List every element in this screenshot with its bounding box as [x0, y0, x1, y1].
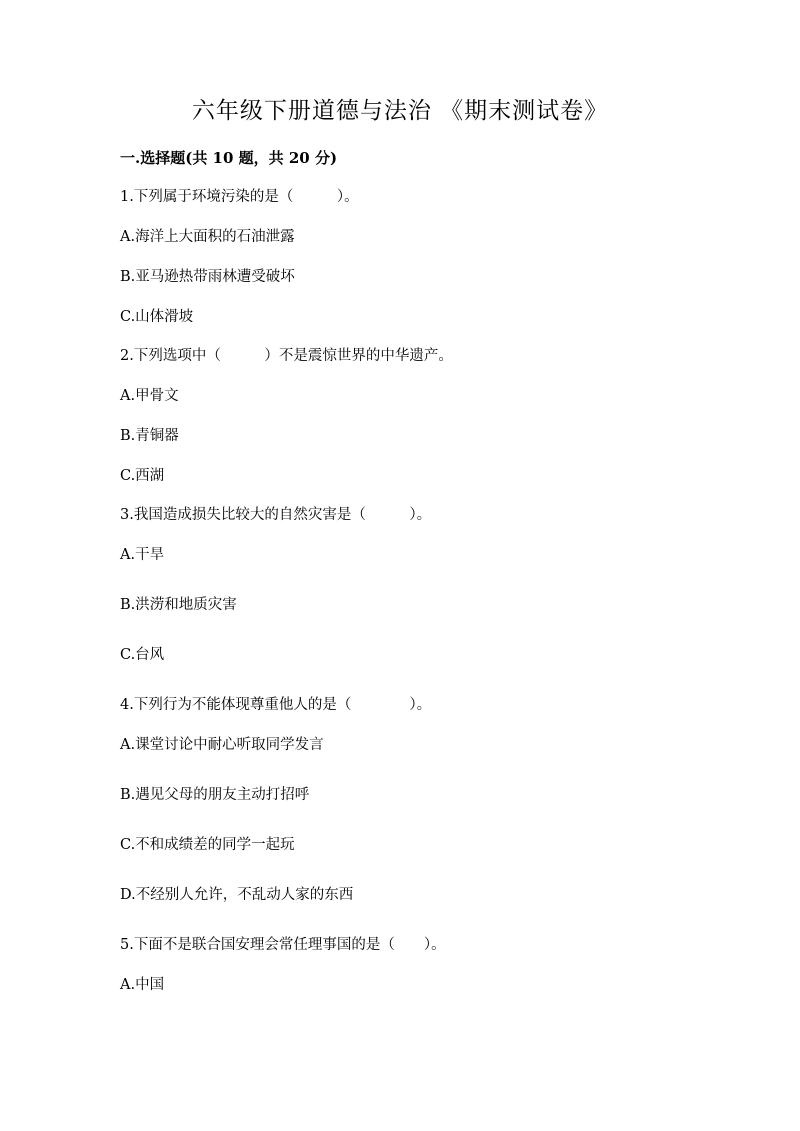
- question-4-option-b: B.遇见父母的朋友主动打招呼: [120, 787, 310, 803]
- question-2-option-a: A.甲骨文: [120, 388, 179, 404]
- question-1-option-c: C.山体滑坡: [120, 309, 194, 325]
- question-4-option-c: C.不和成绩差的同学一起玩: [120, 837, 295, 853]
- question-3-option-b: B.洪涝和地质灾害: [120, 597, 237, 613]
- question-1-stem: 1.下列属于环境污染的是（ ）。: [120, 189, 359, 205]
- question-5-option-a: A.中国: [120, 977, 165, 993]
- question-3-option-c: C.台风: [120, 647, 165, 663]
- section-heading: 一.选择题(共 10 题，共 20 分): [120, 149, 338, 167]
- question-2-option-c: C.西湖: [120, 468, 165, 484]
- question-1-option-b: B.亚马逊热带雨林遭受破坏: [120, 269, 295, 285]
- question-4-stem: 4.下列行为不能体现尊重他人的是（ ）。: [120, 697, 432, 713]
- question-1-option-a: A.海洋上大面积的石油泄露: [120, 229, 295, 245]
- question-5-stem: 5.下面不是联合国安理会常任理事国的是（ ）。: [120, 937, 446, 953]
- question-3-option-a: A.干旱: [120, 547, 165, 563]
- question-4-option-a: A.课堂讨论中耐心听取同学发言: [120, 737, 324, 753]
- question-2-option-b: B.青铜器: [120, 428, 179, 444]
- question-3-stem: 3.我国造成损失比较大的自然灾害是（ ）。: [120, 507, 432, 523]
- exam-title: 六年级下册道德与法治 《期末测试卷》: [191, 98, 609, 124]
- question-4-option-d: D.不经别人允许，不乱动人家的东西: [120, 887, 354, 903]
- question-2-stem: 2.下列选项中（ ）不是震惊世界的中华遗产。: [120, 348, 453, 364]
